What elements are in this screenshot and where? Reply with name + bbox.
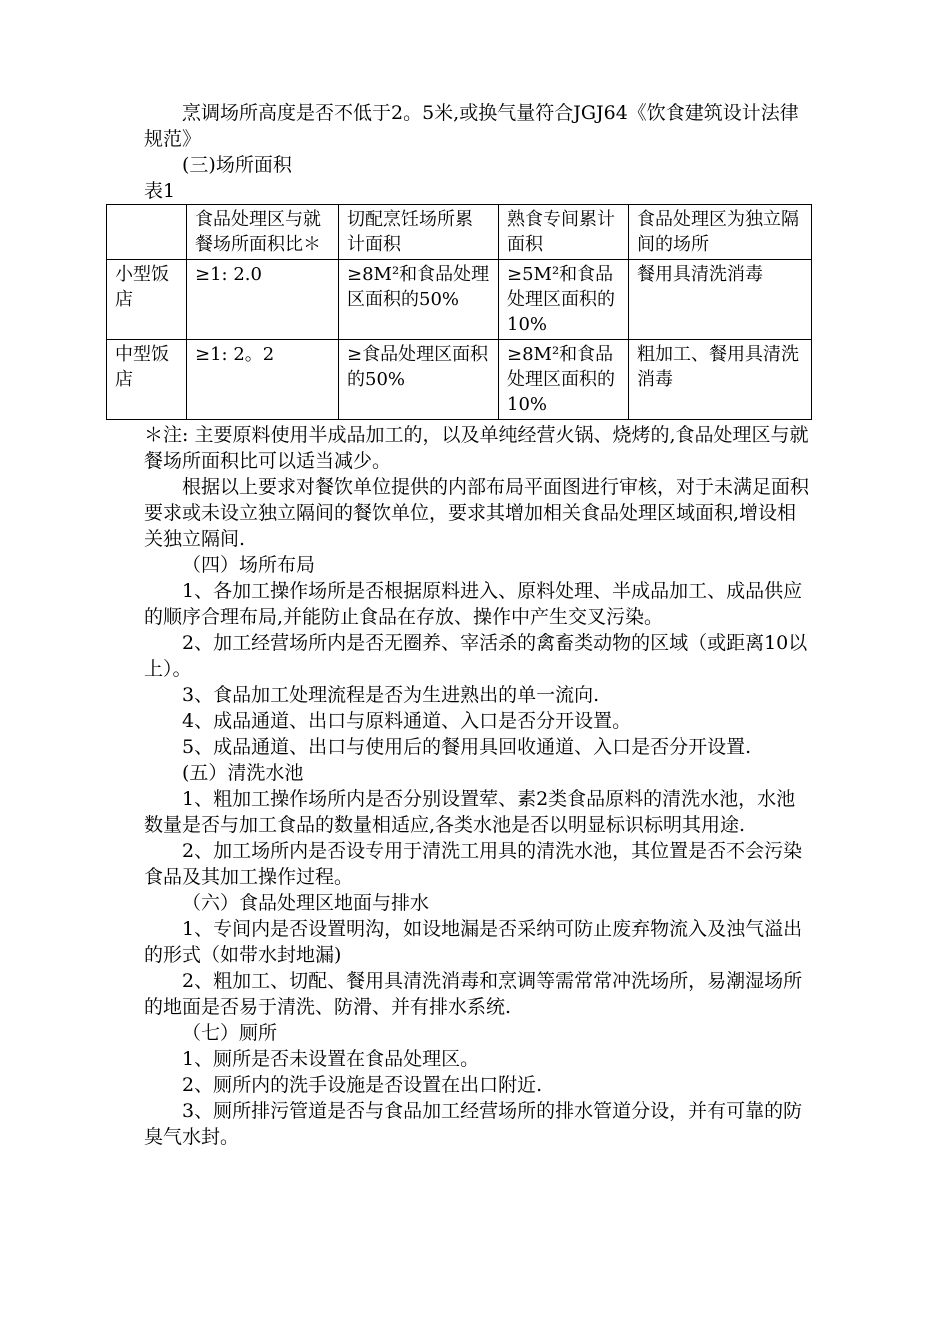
table-header-cell: 熟食专间累计面积 [499, 205, 629, 260]
review-paragraph: 根据以上要求对餐饮单位提供的内部布局平面图进行审核，对于未满足面积要求或未设立独立隔间的餐饮单位，要求其增加相关食品处理区域面积,增设相关独立隔间. [144, 476, 810, 550]
list-item: 2、加工场所内是否设专用于清洗工用具的清洗水池，其位置是否不会污染食品及其加工操作过程。 [144, 840, 803, 888]
intro-paragraph: 烹调场所高度是否不低于2。5米,或换气量符合JGJ64《饮食建筑设计法律规范》 [144, 102, 799, 150]
table-cell: ≥食品处理区面积的50% [339, 340, 499, 420]
list-item: 2、加工经营场所内是否无圈养、宰活杀的禽畜类动物的区域（或距离10以上）。 [144, 632, 808, 680]
table-cell: 中型饭店 [107, 340, 187, 420]
table-cell: ≥1: 2。2 [187, 340, 339, 420]
table-row [107, 340, 812, 420]
table-row [107, 260, 812, 340]
section-3-heading: (三)场所面积 [182, 154, 292, 176]
list-item: 1、各加工操作场所是否根据原料进入、原料处理、半成品加工、成品供应的顺序合理布局,并能防止食品在存放、操作中产生交叉污染。 [144, 580, 803, 628]
list-item: 1、专间内是否设置明沟，如设地漏是否采纳可防止废弃物流入及浊气溢出的形式（如带水封地漏) [144, 918, 803, 966]
table-header-row [107, 205, 812, 260]
table-header-cell [107, 205, 187, 260]
table-cell: 小型饭店 [107, 260, 187, 340]
table-cell: ≥8M²和食品处理区面积的10% [499, 340, 629, 420]
section-7-heading: （七）厕所 [182, 1022, 278, 1044]
table-cell: ≥1: 2.0 [187, 260, 339, 340]
area-requirements-table [106, 204, 812, 420]
table-cell: ≥5M²和食品处理区面积的10% [499, 260, 629, 340]
table-header-cell: 食品处理区与就餐场所面积比＊ [187, 205, 339, 260]
list-item: 3、食品加工处理流程是否为生进熟出的单一流向. [182, 684, 600, 706]
list-item: 1、粗加工操作场所内是否分别设置荤、素2类食品原料的清洗水池，水池数量是否与加工食品的数量相适应,各类水池是否以明显标识标明其用途. [144, 788, 796, 836]
list-item: 4、成品通道、出口与原料通道、入口是否分开设置。 [182, 710, 632, 732]
table-caption: 表1 [144, 180, 176, 202]
table-cell: 粗加工、餐用具清洗消毒 [629, 340, 812, 420]
list-item: 2、粗加工、切配、餐用具清洗消毒和烹调等需常常冲洗场所，易潮湿场所的地面是否易于清洗、防滑、并有排水系统. [144, 970, 803, 1018]
list-item: 3、厕所排污管道是否与食品加工经营场所的排水管道分设，并有可靠的防臭气水封。 [144, 1100, 803, 1148]
table-header-cell: 食品处理区为独立隔间的场所 [629, 205, 812, 260]
list-item: 2、厕所内的洗手设施是否设置在出口附近. [182, 1074, 543, 1096]
table-header-cell: 切配烹饪场所累计面积 [339, 205, 499, 260]
section-4-heading: （四）场所布局 [182, 554, 316, 576]
section-5-heading: (五）清洗水池 [182, 762, 304, 784]
table-cell: ≥8M²和食品处理区面积的50% [339, 260, 499, 340]
section-6-heading: （六）食品处理区地面与排水 [182, 892, 430, 914]
document-body [115, 100, 810, 1150]
table-note: ＊注: 主要原料使用半成品加工的，以及单纯经营火锅、烧烤的,食品处理区与就餐场所面积比可以适当减少。 [144, 424, 809, 472]
table-cell: 餐用具清洗消毒 [629, 260, 812, 340]
list-item: 5、成品通道、出口与使用后的餐用具回收通道、入口是否分开设置. [182, 736, 752, 758]
list-item: 1、厕所是否未设置在食品处理区。 [182, 1048, 480, 1070]
